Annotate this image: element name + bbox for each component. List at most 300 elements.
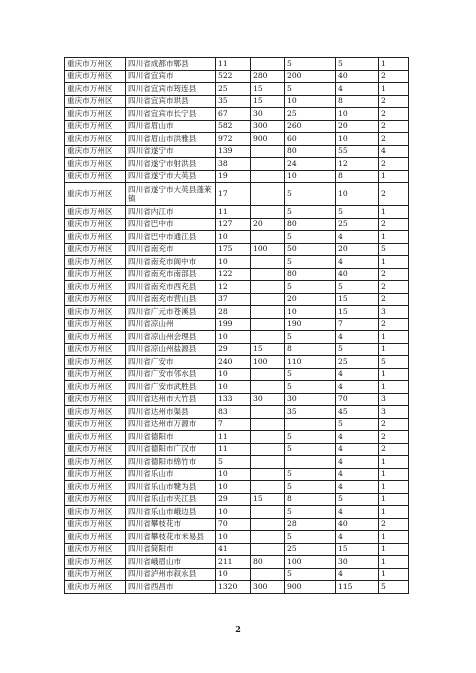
table-cell: 1	[379, 256, 409, 269]
table-cell: 重庆市万州区	[65, 206, 126, 219]
table-cell: 四川省广元市苍溪县	[126, 306, 216, 319]
table-cell: 2	[379, 318, 409, 331]
table-cell: 四川省广安市	[126, 356, 216, 369]
table-cell: 1	[379, 368, 409, 381]
table-cell: 10	[336, 108, 379, 121]
table-row	[65, 158, 409, 171]
table-cell	[251, 293, 285, 306]
table-cell: 5	[285, 568, 336, 581]
table-cell: 4	[336, 331, 379, 344]
table-cell: 8	[285, 343, 336, 356]
table-row	[65, 393, 409, 406]
table-cell: 35	[285, 406, 336, 419]
table-cell: 2	[379, 293, 409, 306]
table-cell: 4	[336, 231, 379, 244]
table-cell: 5	[285, 481, 336, 494]
table-cell: 3	[379, 393, 409, 406]
table-cell: 1	[379, 343, 409, 356]
page-number: 2	[235, 624, 241, 634]
table-cell: 25	[336, 356, 379, 369]
table-cell: 重庆市万州区	[65, 318, 126, 331]
table-cell: 四川省巴中市通江县	[126, 231, 216, 244]
table-cell: 重庆市万州区	[65, 281, 126, 294]
table-row	[65, 243, 409, 256]
table-cell	[251, 331, 285, 344]
table-cell: 1	[379, 456, 409, 469]
table-cell: 四川省峨眉山市	[126, 556, 216, 569]
table-cell: 582	[216, 120, 251, 133]
table-cell: 25	[336, 218, 379, 231]
table-cell: 5	[285, 381, 336, 394]
table-cell	[251, 158, 285, 171]
table-cell: 11	[216, 58, 251, 71]
table-cell: 28	[285, 518, 336, 531]
table-row	[65, 206, 409, 219]
table-cell: 10	[216, 368, 251, 381]
table-cell: 四川省宜宾市筠连县	[126, 83, 216, 96]
table-cell: 260	[285, 120, 336, 133]
table-cell: 四川省南充市南部县	[126, 268, 216, 281]
table-cell	[251, 381, 285, 394]
table-cell: 10	[336, 183, 379, 206]
table-cell: 4	[336, 381, 379, 394]
table-cell: 110	[285, 356, 336, 369]
table-cell: 3	[379, 306, 409, 319]
table-cell: 11	[216, 431, 251, 444]
table-cell: 四川省宜宾市长宁县	[126, 108, 216, 121]
table-cell: 重庆市万州区	[65, 158, 126, 171]
table-cell: 10	[285, 170, 336, 183]
table-cell: 10	[216, 506, 251, 519]
table-cell: 5	[336, 343, 379, 356]
table-cell: 5	[285, 531, 336, 544]
table-cell: 四川省乐山市峨边县	[126, 506, 216, 519]
table-cell: 2	[379, 418, 409, 431]
table-cell	[251, 481, 285, 494]
table-row	[65, 120, 409, 133]
table-cell: 4	[336, 456, 379, 469]
table-cell: 38	[216, 158, 251, 171]
table-cell: 122	[216, 268, 251, 281]
table-cell: 重庆市万州区	[65, 368, 126, 381]
table-cell: 29	[216, 493, 251, 506]
table-row	[65, 481, 409, 494]
table-cell: 四川省内江市	[126, 206, 216, 219]
table-cell: 重庆市万州区	[65, 108, 126, 121]
table-cell: 10	[216, 468, 251, 481]
table-cell: 四川省宜宾市	[126, 70, 216, 83]
table-cell: 1	[379, 468, 409, 481]
table-cell: 重庆市万州区	[65, 331, 126, 344]
table-cell: 190	[285, 318, 336, 331]
table-cell: 12	[336, 158, 379, 171]
table-cell: 2	[379, 108, 409, 121]
table-cell: 4	[336, 443, 379, 456]
table-cell	[251, 206, 285, 219]
table-cell: 10	[216, 568, 251, 581]
table-row	[65, 531, 409, 544]
table-cell: 2	[379, 281, 409, 294]
table-cell: 四川省西昌市	[126, 581, 216, 594]
table-cell	[251, 256, 285, 269]
table-cell: 40	[336, 518, 379, 531]
table-cell: 重庆市万州区	[65, 381, 126, 394]
table-row	[65, 443, 409, 456]
table-cell: 37	[216, 293, 251, 306]
table-cell: 8	[336, 95, 379, 108]
table-cell: 重庆市万州区	[65, 58, 126, 71]
table-cell: 重庆市万州区	[65, 531, 126, 544]
table-cell	[285, 456, 336, 469]
table-cell: 重庆市万州区	[65, 493, 126, 506]
table-cell: 重庆市万州区	[65, 133, 126, 146]
table-cell: 重庆市万州区	[65, 518, 126, 531]
table-cell: 重庆市万州区	[65, 393, 126, 406]
table-cell: 20	[336, 243, 379, 256]
table-cell	[251, 183, 285, 206]
table-cell: 四川省广安市武胜县	[126, 381, 216, 394]
table-cell: 30	[251, 393, 285, 406]
table-cell: 1	[379, 556, 409, 569]
table-cell: 522	[216, 70, 251, 83]
table-row	[65, 581, 409, 594]
table-cell: 4	[336, 481, 379, 494]
table-cell: 70	[216, 518, 251, 531]
table-cell: 四川省达州市大竹县	[126, 393, 216, 406]
table-cell: 80	[285, 218, 336, 231]
table-cell: 139	[216, 145, 251, 158]
table-cell	[251, 306, 285, 319]
table-cell: 四川省遂宁市	[126, 145, 216, 158]
table-cell: 4	[336, 568, 379, 581]
table-cell: 100	[251, 356, 285, 369]
table-cell: 240	[216, 356, 251, 369]
table-cell: 19	[216, 170, 251, 183]
table-cell: 10	[216, 481, 251, 494]
table-cell: 四川省遂宁市大英县	[126, 170, 216, 183]
table-cell: 10	[216, 531, 251, 544]
table-cell: 280	[251, 70, 285, 83]
table-cell: 5	[285, 506, 336, 519]
table-cell: 四川省眉山市	[126, 120, 216, 133]
table-cell: 4	[336, 83, 379, 96]
table-cell: 10	[216, 331, 251, 344]
table-cell: 重庆市万州区	[65, 418, 126, 431]
table-cell: 四川省南充市	[126, 243, 216, 256]
table-cell: 四川省乐山市犍为县	[126, 481, 216, 494]
table-cell: 15	[251, 83, 285, 96]
table-cell: 10	[216, 231, 251, 244]
table-cell: 29	[216, 343, 251, 356]
table-cell: 重庆市万州区	[65, 443, 126, 456]
table-cell: 重庆市万州区	[65, 568, 126, 581]
table-cell	[251, 58, 285, 71]
table-row	[65, 145, 409, 158]
table-cell: 67	[216, 108, 251, 121]
table-row	[65, 183, 409, 206]
table-cell: 重庆市万州区	[65, 293, 126, 306]
table-cell: 5	[336, 58, 379, 71]
table-cell: 8	[336, 170, 379, 183]
table-cell: 四川省乐山市	[126, 468, 216, 481]
table-cell: 重庆市万州区	[65, 506, 126, 519]
table-cell: 211	[216, 556, 251, 569]
table-cell: 1	[379, 231, 409, 244]
table-cell: 1	[379, 170, 409, 183]
table-cell: 972	[216, 133, 251, 146]
table-cell: 重庆市万州区	[65, 431, 126, 444]
table-cell: 2	[379, 443, 409, 456]
table-cell: 20	[251, 218, 285, 231]
table-cell: 四川省德阳市	[126, 431, 216, 444]
table-cell: 四川省德阳市广汉市	[126, 443, 216, 456]
table-cell: 5	[336, 493, 379, 506]
table-cell: 80	[285, 145, 336, 158]
table-cell: 重庆市万州区	[65, 406, 126, 419]
table-cell: 4	[336, 431, 379, 444]
table-cell	[251, 406, 285, 419]
table-cell: 4	[336, 368, 379, 381]
table-cell: 300	[251, 581, 285, 594]
table-row	[65, 418, 409, 431]
table-row	[65, 568, 409, 581]
table-cell	[251, 318, 285, 331]
table-cell: 重庆市万州区	[65, 145, 126, 158]
table-cell: 重庆市万州区	[65, 481, 126, 494]
table-cell: 4	[379, 145, 409, 158]
table-row	[65, 218, 409, 231]
table-cell: 5	[285, 58, 336, 71]
table-row	[65, 356, 409, 369]
table-cell: 1	[379, 381, 409, 394]
table-cell: 20	[285, 293, 336, 306]
table-cell: 5	[285, 443, 336, 456]
table-cell: 5	[285, 206, 336, 219]
table-cell: 15	[336, 543, 379, 556]
table-cell: 10	[216, 381, 251, 394]
table-row	[65, 556, 409, 569]
table-cell: 重庆市万州区	[65, 243, 126, 256]
table-cell: 80	[251, 556, 285, 569]
table-cell: 24	[285, 158, 336, 171]
table-cell	[251, 268, 285, 281]
table-cell: 15	[336, 306, 379, 319]
table-cell: 5	[285, 231, 336, 244]
table-cell: 四川省眉山市洪雅县	[126, 133, 216, 146]
table-cell: 四川省攀枝花市米易县	[126, 531, 216, 544]
table-cell: 11	[216, 206, 251, 219]
table-cell: 四川省德阳市绵竹市	[126, 456, 216, 469]
table-row	[65, 381, 409, 394]
table-cell: 2	[379, 183, 409, 206]
table-cell: 四川省遂宁市射洪县	[126, 158, 216, 171]
table-cell: 重庆市万州区	[65, 306, 126, 319]
table-cell: 重庆市万州区	[65, 170, 126, 183]
table-cell: 4	[336, 256, 379, 269]
data-table	[64, 57, 409, 594]
table-cell: 重庆市万州区	[65, 468, 126, 481]
table-cell: 1	[379, 83, 409, 96]
table-cell	[251, 506, 285, 519]
table-cell: 1	[379, 58, 409, 71]
table-cell: 重庆市万州区	[65, 256, 126, 269]
table-row	[65, 170, 409, 183]
table-cell: 重庆市万州区	[65, 268, 126, 281]
table-cell: 2	[379, 95, 409, 108]
table-cell: 四川省凉山州盐源县	[126, 343, 216, 356]
table-cell: 7	[216, 418, 251, 431]
table-cell: 重庆市万州区	[65, 456, 126, 469]
table-cell: 80	[285, 268, 336, 281]
table-cell: 5	[379, 356, 409, 369]
table-row	[65, 281, 409, 294]
table-cell: 35	[216, 95, 251, 108]
table-cell: 2	[379, 268, 409, 281]
table-cell: 5	[336, 418, 379, 431]
table-cell: 1	[379, 481, 409, 494]
table-cell: 5	[285, 83, 336, 96]
table-cell: 8	[285, 493, 336, 506]
table-cell	[251, 518, 285, 531]
table-row	[65, 331, 409, 344]
table-cell: 四川省乐山市夹江县	[126, 493, 216, 506]
table-cell: 1	[379, 506, 409, 519]
table-cell: 重庆市万州区	[65, 556, 126, 569]
table-cell: 5	[285, 368, 336, 381]
table-cell	[251, 431, 285, 444]
table-cell: 10	[285, 95, 336, 108]
table-cell: 70	[336, 393, 379, 406]
table-cell: 重庆市万州区	[65, 70, 126, 83]
table-cell	[251, 418, 285, 431]
table-cell: 5	[285, 256, 336, 269]
table-cell: 3	[379, 406, 409, 419]
table-cell: 133	[216, 393, 251, 406]
table-cell: 重庆市万州区	[65, 543, 126, 556]
table-cell: 2	[379, 70, 409, 83]
table-cell: 重庆市万州区	[65, 83, 126, 96]
table-cell	[251, 281, 285, 294]
table-cell: 127	[216, 218, 251, 231]
table-cell: 15	[251, 343, 285, 356]
table-cell: 25	[285, 543, 336, 556]
table-cell: 4	[336, 531, 379, 544]
table-cell: 5	[379, 243, 409, 256]
table-cell: 45	[336, 406, 379, 419]
table-row	[65, 406, 409, 419]
table-cell: 四川省南充市营山县	[126, 293, 216, 306]
table-cell: 10	[216, 256, 251, 269]
table-cell: 41	[216, 543, 251, 556]
table-cell: 25	[216, 83, 251, 96]
table-row	[65, 133, 409, 146]
table-cell: 5	[285, 331, 336, 344]
table-cell: 20	[336, 120, 379, 133]
table-cell: 60	[285, 133, 336, 146]
table-cell: 1	[379, 531, 409, 544]
table-cell: 40	[336, 70, 379, 83]
table-cell: 83	[216, 406, 251, 419]
table-row	[65, 368, 409, 381]
table-row	[65, 306, 409, 319]
table-cell: 175	[216, 243, 251, 256]
table-row	[65, 256, 409, 269]
table-cell: 5	[285, 431, 336, 444]
table-cell	[251, 231, 285, 244]
table-cell: 100	[285, 556, 336, 569]
table-row	[65, 506, 409, 519]
table-cell: 重庆市万州区	[65, 218, 126, 231]
table-row	[65, 468, 409, 481]
table-cell: 2	[379, 431, 409, 444]
table-cell: 199	[216, 318, 251, 331]
table-row	[65, 343, 409, 356]
table-cell: 2	[379, 218, 409, 231]
table-cell: 四川省达州市万源市	[126, 418, 216, 431]
table-cell: 1	[379, 568, 409, 581]
table-cell: 15	[251, 493, 285, 506]
table-cell: 重庆市万州区	[65, 356, 126, 369]
table-cell	[251, 145, 285, 158]
table-cell: 5	[285, 183, 336, 206]
table-cell: 四川省巴中市	[126, 218, 216, 231]
table-cell	[251, 543, 285, 556]
table-row	[65, 83, 409, 96]
table-row	[65, 268, 409, 281]
table-cell	[251, 170, 285, 183]
table-row	[65, 431, 409, 444]
table-row	[65, 456, 409, 469]
table-cell: 900	[251, 133, 285, 146]
table-cell: 12	[216, 281, 251, 294]
table-cell: 重庆市万州区	[65, 581, 126, 594]
table-cell: 四川省成都市郫县	[126, 58, 216, 71]
table-row	[65, 493, 409, 506]
table-cell: 200	[285, 70, 336, 83]
table-cell: 5	[379, 581, 409, 594]
table-row	[65, 70, 409, 83]
table-cell: 900	[285, 581, 336, 594]
table-cell: 四川省南充市西充县	[126, 281, 216, 294]
table-cell	[285, 418, 336, 431]
table-cell: 1	[379, 493, 409, 506]
table-cell: 四川省达州市渠县	[126, 406, 216, 419]
table-cell: 55	[336, 145, 379, 158]
table-cell: 30	[251, 108, 285, 121]
table-cell: 1	[379, 331, 409, 344]
table-cell: 115	[336, 581, 379, 594]
table-cell: 50	[285, 243, 336, 256]
table-cell: 四川省宜宾市珙县	[126, 95, 216, 108]
table-cell: 2	[379, 518, 409, 531]
table-cell: 重庆市万州区	[65, 183, 126, 206]
table-cell: 重庆市万州区	[65, 343, 126, 356]
table-cell: 四川省泸州市叙永县	[126, 568, 216, 581]
table-cell: 40	[336, 268, 379, 281]
table-cell: 4	[336, 468, 379, 481]
table-row	[65, 58, 409, 71]
table-cell: 1	[379, 206, 409, 219]
table-cell: 四川省凉山州会理县	[126, 331, 216, 344]
table-cell	[251, 568, 285, 581]
table-row	[65, 95, 409, 108]
table-cell: 四川省广安市邻水县	[126, 368, 216, 381]
table-cell	[251, 443, 285, 456]
table-cell: 1320	[216, 581, 251, 594]
table-cell	[251, 531, 285, 544]
table-cell: 5	[285, 468, 336, 481]
table-cell: 300	[251, 120, 285, 133]
